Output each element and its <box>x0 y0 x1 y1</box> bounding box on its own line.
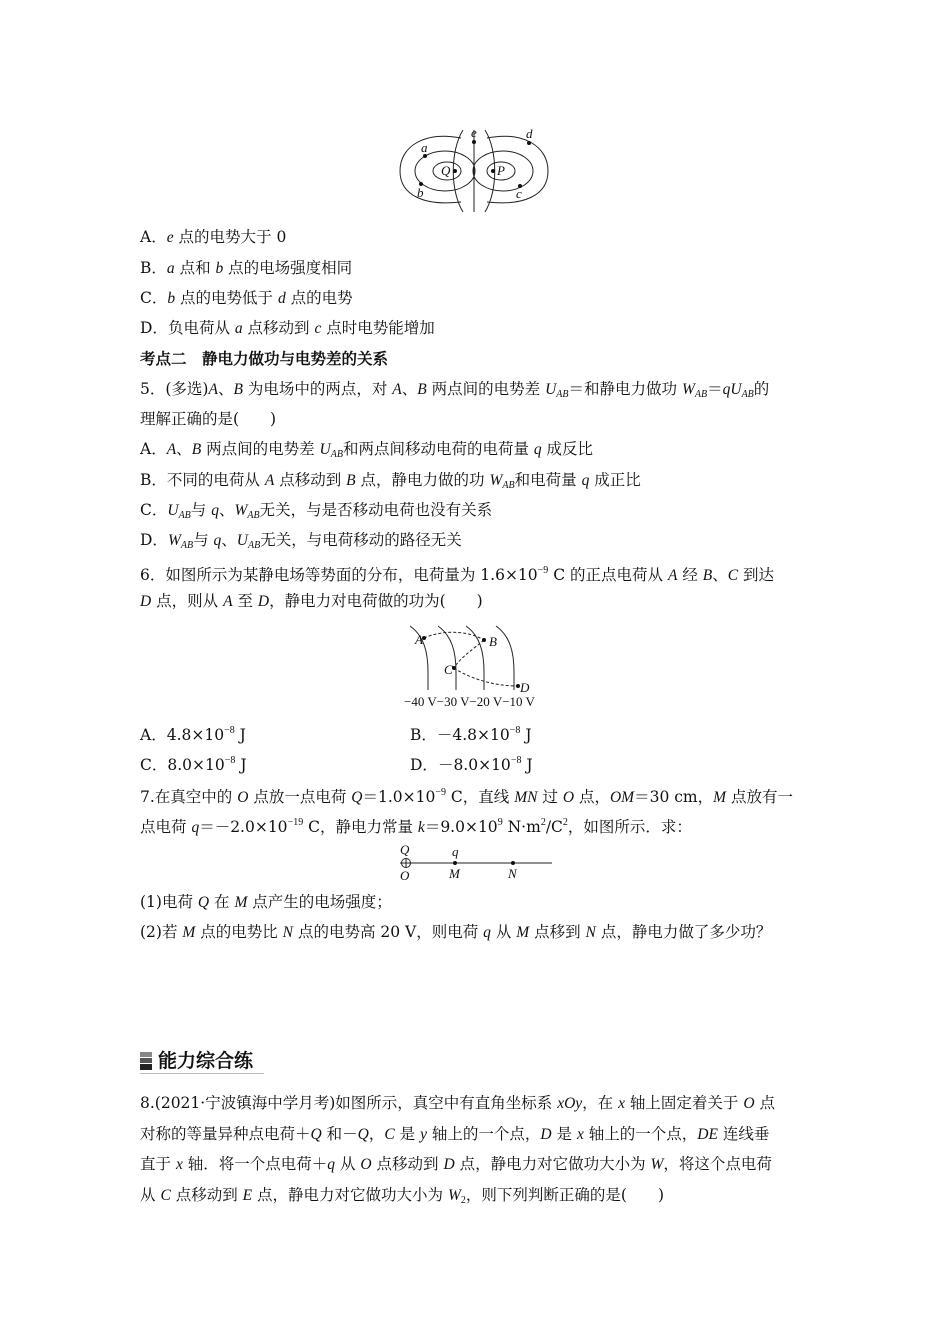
q5-option-c[interactable] <box>140 500 492 526</box>
option-letter: C． <box>140 501 168 519</box>
subscript: AB <box>556 389 569 400</box>
text: J <box>521 756 533 774</box>
text: 成反比 <box>541 440 594 458</box>
var: W <box>167 532 181 549</box>
text: 点移到 <box>529 923 586 941</box>
superscript: −8 <box>510 755 522 766</box>
var: MN <box>514 789 538 806</box>
equipotential-figure <box>402 622 562 712</box>
var: M <box>234 894 248 911</box>
var: W <box>489 472 503 489</box>
var: xOy <box>557 1095 583 1112</box>
var: O <box>360 1156 372 1173</box>
subscript: AB <box>178 510 191 521</box>
text: 4.8×10 <box>166 726 225 744</box>
var: B <box>702 567 713 584</box>
q6-stem-line1 <box>140 561 774 586</box>
voltage-labels: −40 V−30 V−20 V−10 V <box>404 694 535 709</box>
text: 、 <box>221 531 237 549</box>
field-lines-figure <box>395 126 555 214</box>
text: J <box>235 756 247 774</box>
label-a: a <box>421 140 428 155</box>
q5-stem-line2: 理解正确的是( ) <box>140 410 277 428</box>
point-d <box>527 141 531 145</box>
text: 为电场中的两点，对 <box>242 380 393 398</box>
text: 到达 <box>738 566 775 584</box>
text: C，直线 <box>446 788 515 806</box>
var: q <box>533 441 542 458</box>
var: B <box>191 441 202 458</box>
path-B-C <box>454 640 484 668</box>
var: M <box>516 924 530 941</box>
var: A <box>208 381 218 398</box>
q4-option-a[interactable] <box>140 227 286 248</box>
q7-part1 <box>140 892 392 913</box>
var: O <box>237 789 249 806</box>
text: 、 <box>401 380 418 398</box>
text: 点 <box>754 1094 775 1112</box>
var: N <box>585 924 596 941</box>
superscript: −9 <box>435 787 446 798</box>
text: 从 <box>140 1186 161 1204</box>
subscript: AB <box>247 540 261 551</box>
text: 点，静电力对它做功大小为 <box>252 1186 448 1204</box>
text: 不同的电荷从 <box>166 471 265 489</box>
var: C <box>727 567 739 584</box>
subscript: AB <box>247 510 260 521</box>
q5-option-b[interactable] <box>140 470 641 496</box>
text: 轴上固定着关于 <box>624 1094 744 1112</box>
text: 点的电势比 <box>195 923 283 941</box>
var: q <box>581 472 590 489</box>
text: 、 <box>176 440 192 458</box>
var: D <box>257 593 270 610</box>
var: M <box>713 789 727 806</box>
q6-option-b[interactable] <box>410 721 532 745</box>
superscript: 2 <box>562 817 568 828</box>
subscript: AB <box>694 389 708 400</box>
q8-stem-line2 <box>140 1124 769 1145</box>
option-letter: D． <box>410 756 438 774</box>
label-b: b <box>417 185 424 200</box>
q6-option-d[interactable] <box>410 751 533 775</box>
text: 、 <box>712 566 728 584</box>
var: A <box>223 593 233 610</box>
var: y <box>420 1126 427 1143</box>
point-P <box>491 169 495 173</box>
subscript: AB <box>330 449 343 460</box>
text: 点的电势高 20 V，则电荷 <box>293 923 484 941</box>
text: /C <box>545 818 563 836</box>
text: 和两点间移动电荷的电荷量 <box>342 440 534 458</box>
subscript: AB <box>180 540 194 551</box>
var: C <box>384 1126 395 1143</box>
var: U <box>167 502 179 519</box>
var: W <box>681 381 695 398</box>
var: D <box>540 1126 552 1143</box>
label-q: q <box>452 844 459 859</box>
text: 点移动到 <box>242 319 315 337</box>
section-banner <box>140 1049 264 1074</box>
superscript: −8 <box>224 755 236 766</box>
var: B <box>417 381 427 398</box>
q8-stem-line4 <box>140 1185 664 1211</box>
var: e <box>166 229 174 246</box>
var: x <box>175 1156 183 1173</box>
var: B <box>233 381 243 398</box>
var: D <box>140 593 152 610</box>
superscript: −9 <box>537 565 549 576</box>
var: q <box>327 1156 336 1173</box>
text: 点移动到 <box>274 471 347 489</box>
text: 两点间的电势差 <box>426 380 546 398</box>
label-C: C <box>444 662 453 677</box>
text: 点，则从 <box>151 592 224 610</box>
text: N·m <box>502 818 541 836</box>
label-e: e <box>471 126 477 140</box>
text: 点，静电力做了多少功？ <box>595 923 772 941</box>
superscript: 2 <box>540 817 546 828</box>
var: q <box>483 924 491 941</box>
text: 点移动到 <box>170 1186 243 1204</box>
superscript: 9 <box>497 817 503 828</box>
var: O <box>743 1095 755 1112</box>
option-letter: B． <box>140 471 167 489</box>
option-letter: B． <box>140 259 167 277</box>
label-c: c <box>516 186 522 201</box>
var: c <box>314 320 322 337</box>
option-letter: B． <box>410 726 437 744</box>
var: U <box>545 381 557 398</box>
text: J <box>520 726 532 744</box>
text: 和－ <box>321 1125 358 1143</box>
text: 与 <box>193 531 214 549</box>
q7-stem-line2 <box>140 813 692 838</box>
text: 负电荷从 <box>167 319 235 337</box>
var: k <box>417 819 425 836</box>
text: 点时电势能增加 <box>321 319 435 337</box>
q4-option-b[interactable] <box>140 258 352 279</box>
label-B: B <box>489 634 497 649</box>
text: 点放一点电荷 <box>248 788 352 806</box>
var: B <box>346 472 356 489</box>
var: Q <box>351 789 363 806</box>
subscript: AB <box>502 480 515 491</box>
point-M <box>453 861 457 865</box>
text: 点电荷 <box>140 818 192 836</box>
var: OM <box>609 789 635 806</box>
text: C，静电力常量 <box>303 818 418 836</box>
q6-stem-line2 <box>140 591 483 612</box>
label-M: M <box>449 866 460 881</box>
text: C 的正点电荷从 <box>548 566 668 584</box>
text: 和电荷量 <box>514 471 582 489</box>
option-letter: C． <box>140 756 168 774</box>
text: 点的电场强度相同 <box>223 259 353 277</box>
text: 无关，与是否移动电荷也没有关系 <box>259 501 493 519</box>
point-Q <box>453 169 457 173</box>
q4-option-d[interactable] <box>140 318 435 339</box>
var: O <box>562 789 575 806</box>
var: A <box>392 381 402 398</box>
label-A: A <box>415 632 423 647</box>
section-title: 能力综合练 <box>158 1050 254 1072</box>
text: ＝9.0×10 <box>424 818 498 836</box>
option-letter: D． <box>140 319 168 337</box>
text: 点， <box>574 788 610 806</box>
option-letter: C． <box>140 289 168 307</box>
text: ＝ <box>707 380 723 398</box>
text: －8.0×10 <box>437 756 511 774</box>
text: 两点间的电势差 <box>201 440 320 458</box>
q7-stem-line1 <box>140 783 793 808</box>
q4-option-c[interactable] <box>140 288 353 309</box>
text: 是 <box>394 1125 421 1143</box>
text: 是 <box>551 1125 577 1143</box>
var: d <box>277 290 286 307</box>
superscript: −19 <box>287 817 304 828</box>
label-Q: Q <box>400 842 410 857</box>
var: qU <box>722 381 742 398</box>
option-letter: A． <box>140 228 167 246</box>
q8-stem-line1 <box>140 1093 775 1114</box>
text: ＝和静电力做功 <box>568 380 682 398</box>
q5-option-d[interactable] <box>140 530 462 556</box>
text: 点，静电力做的功 <box>355 471 490 489</box>
text: 从 <box>335 1155 361 1173</box>
var: x <box>618 1095 625 1112</box>
text: ，在 <box>582 1094 619 1112</box>
option-letter: A． <box>140 440 167 458</box>
text: ，则下列判断正确的是( ) <box>465 1186 664 1204</box>
text: 点的电势 <box>285 289 353 307</box>
var: q <box>191 819 200 836</box>
var: U <box>236 532 248 549</box>
text: ， <box>368 1125 385 1143</box>
text: 至 <box>232 592 258 610</box>
label-N: N <box>508 866 517 881</box>
text: 7.在真空中的 <box>140 788 238 806</box>
superscript: −8 <box>509 725 521 736</box>
label-O: O <box>400 868 410 883</box>
var: a <box>166 260 175 277</box>
var: A <box>264 472 275 489</box>
var: W <box>650 1156 664 1173</box>
equipotential-minus10 <box>496 626 514 690</box>
path-A-B <box>424 632 484 640</box>
subscript: 2 <box>460 1195 466 1206</box>
var: b <box>215 260 224 277</box>
superscript: −8 <box>224 725 235 736</box>
var: M <box>182 924 196 941</box>
path-C-D <box>454 668 518 686</box>
var: q <box>213 532 222 549</box>
text: 点的电势低于 <box>175 289 278 307</box>
text: 从 <box>490 923 517 941</box>
var: x <box>576 1126 584 1143</box>
text: 轴上的一个点， <box>583 1125 698 1143</box>
q6-option-c[interactable] <box>140 751 247 775</box>
text: ，静电力对电荷做的功为( ) <box>269 592 483 610</box>
text: 连线垂 <box>717 1125 770 1143</box>
label-D: D <box>520 680 530 695</box>
text: 点放有一 <box>726 788 793 806</box>
text: 5．(多选) <box>140 380 209 398</box>
var: q <box>211 502 219 519</box>
var: Q <box>357 1126 369 1143</box>
q5-stem-line1 <box>140 379 769 405</box>
text: 的 <box>753 380 770 398</box>
equipotential-Q-outer <box>400 136 461 203</box>
var: Q <box>310 1126 322 1143</box>
text: 点移动到 <box>371 1155 444 1173</box>
point-e <box>472 140 476 144</box>
var: a <box>234 320 243 337</box>
text: 、 <box>217 380 234 398</box>
text: ＝1.0×10 <box>362 788 436 806</box>
line-MN-figure <box>396 842 556 884</box>
text: 与 <box>190 501 212 519</box>
var: C <box>160 1187 171 1204</box>
text: 8.0×10 <box>167 756 225 774</box>
label-P: P <box>497 163 505 178</box>
text: 经 <box>677 566 703 584</box>
text: 点，静电力对它做功大小为 <box>454 1155 651 1173</box>
option-letter: A． <box>140 726 167 744</box>
q6-option-a[interactable] <box>140 721 246 745</box>
label-Q: Q <box>441 163 451 178</box>
text: (2)若 <box>140 923 183 941</box>
var: E <box>242 1187 253 1204</box>
q8-stem-line3 <box>140 1154 772 1175</box>
text: －4.8×10 <box>436 726 510 744</box>
var: A <box>166 441 177 458</box>
label-d: d <box>526 126 533 141</box>
text: ，将这个点电荷 <box>663 1155 772 1173</box>
text: 6．如图所示为某静电场等势面的分布，电荷量为 1.6×10 <box>140 566 538 584</box>
equipotential-minus30 <box>438 626 456 690</box>
text: 8.(2021·宁波镇海中学月考)如图所示，真空中有直角坐标系 <box>140 1094 558 1112</box>
var: W <box>234 502 248 519</box>
text: 对称的等量异种点电荷＋ <box>140 1125 311 1143</box>
text: 轴．将一个点电荷＋ <box>182 1155 328 1173</box>
text: 成正比 <box>589 471 641 489</box>
var: DE <box>697 1126 718 1143</box>
option-letter: D． <box>140 531 168 549</box>
text: ＝30 cm， <box>634 788 714 806</box>
q7-part2 <box>140 922 771 943</box>
text: ＝－2.0×10 <box>199 818 288 836</box>
text: J <box>234 726 246 744</box>
point-N <box>511 861 515 865</box>
section-marker-icon <box>140 1052 152 1070</box>
var: W <box>447 1187 461 1204</box>
var: b <box>167 290 176 307</box>
text: 点的电势大于 0 <box>173 228 287 246</box>
text: 在 <box>209 893 235 911</box>
text: (1)电荷 <box>140 893 198 911</box>
text: 点产生的电场强度； <box>247 893 392 911</box>
var: U <box>319 441 331 458</box>
subscript: AB <box>741 389 754 400</box>
text: 直于 <box>140 1155 176 1173</box>
text: 轴上的一个点， <box>426 1125 541 1143</box>
text: 过 <box>537 788 563 806</box>
point-B <box>482 638 486 642</box>
section-heading: 考点二 静电力做功与电势差的关系 <box>140 350 389 368</box>
var: A <box>667 567 678 584</box>
text: 无关，与电荷移动的路径无关 <box>260 531 462 549</box>
var: D <box>443 1156 455 1173</box>
var: Q <box>197 894 210 911</box>
text: ，如图所示．求： <box>567 818 692 836</box>
text: 、 <box>218 501 235 519</box>
q5-option-a[interactable] <box>140 439 593 465</box>
var: N <box>282 924 294 941</box>
text: 点和 <box>174 259 216 277</box>
